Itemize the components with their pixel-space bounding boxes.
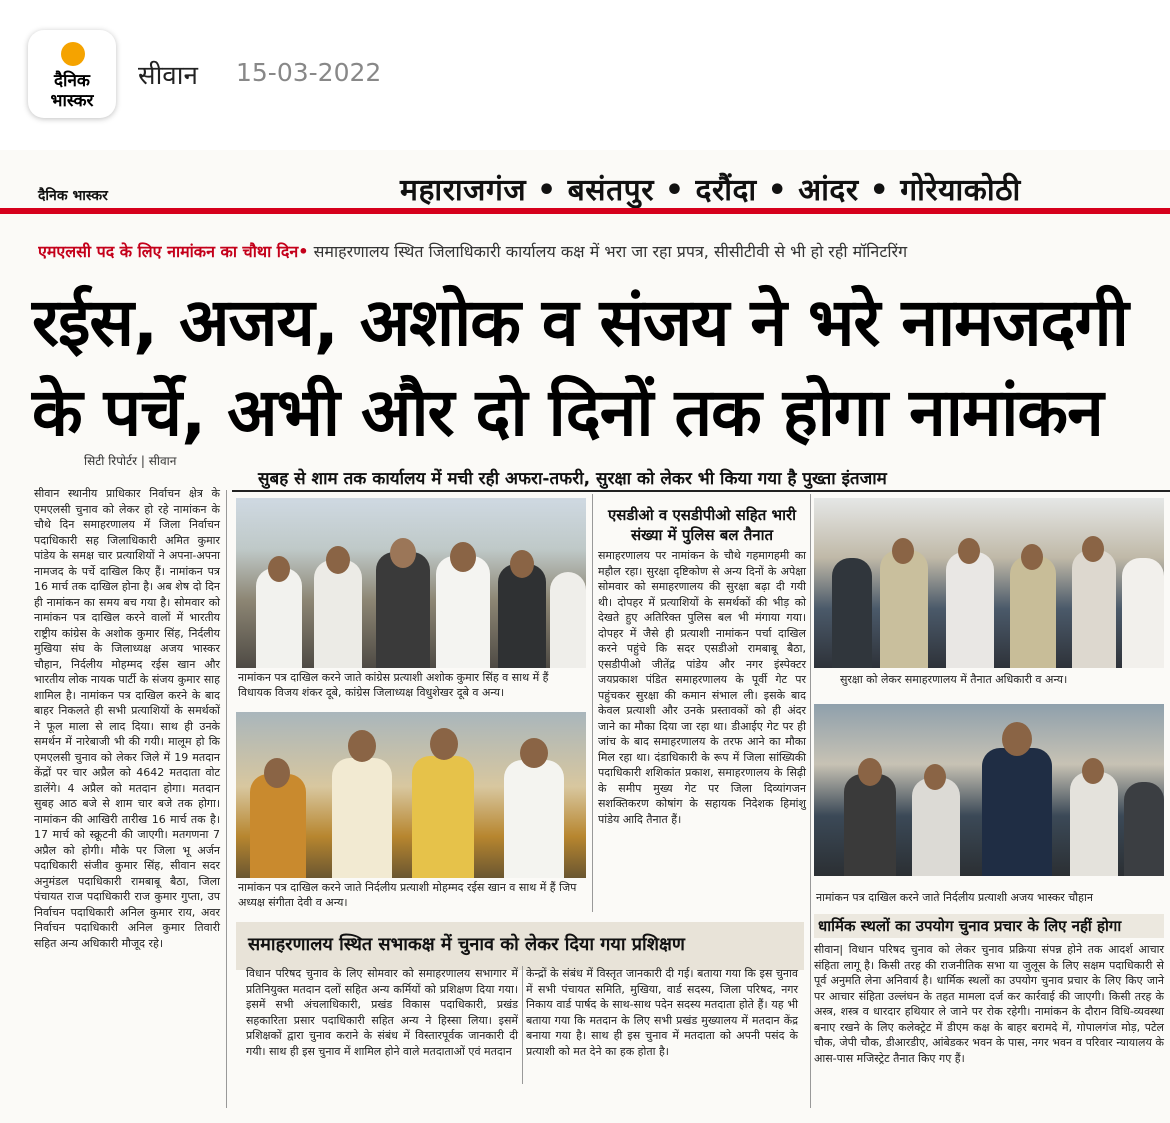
story-kicker: [38, 240, 1170, 262]
kicker-text: समाहरणालय स्थित जिलाधिकारी कार्यालय कक्ष में भरा जा रहा प्रपत्र, सीसीटीवी से भी हो रही मॉनिटरिंग: [308, 242, 908, 261]
main-headline: [32, 278, 1170, 458]
subheadline: सुबह से शाम तक कार्यालय में मची रही अफरा-तफरी, सुरक्षा को लेकर भी किया गया है पुख्ता इंतजाम: [258, 469, 887, 489]
photo-independent-candidate-ajay[interactable]: [814, 704, 1164, 876]
column-rule-top: [232, 490, 1170, 492]
column-rule-3: [810, 494, 811, 1110]
training-story-col-1: विधान परिषद चुनाव के लिए सोमवार को समाहरणालय सभागार में प्रतिनियुक्त मतदान दलों सहित अन्य कर्मियों को प्रशिक्षण दिया गया। इसमें सभी अंचलाधिकारी, प्रखंड विकास पदाधिकारी, प्रखंड सहकारिता प्रसार पदाधिकारी सहित अन्य ने हिस्सा लिया। इसमें प्रशिक्षकों द्वारा चुनाव कराने के संबंध में विस्तारपूर्वक जानकारी दी गयी। साथ ही इस चुनाव में शामिल होने वाले मतदाताओं एवं मतदान: [246, 967, 518, 1058]
photo-independent-candidate-raees[interactable]: [236, 712, 586, 878]
photo-caption-3: सुरक्षा को लेकर समाहरणालय में तैनात अधिकारी व अन्य।: [840, 673, 1068, 686]
training-story-col-2: केन्द्रों के संबंध में विस्तृत जानकारी दी गई। बताया गया कि इस चुनाव में सभी पंचायत समिति, मुखिया, वार्ड सदस्य, जिला परिषद, नगर निकाय वार्ड पार्षद के साथ-साथ पदेन सदस्य मतदाता होते हैं। यह भी बताया गया कि मतदान के लिए सभी प्रखंड मुख्यालय में मतदान केंद्र बनाया गया है। साथ ही इस चुनाव में मतदाता को अपनी पसंद के प्रत्याशी को मत देने का हक होता है।: [526, 967, 798, 1058]
photo-caption-1: नामांकन पत्र दाखिल करने जाते कांग्रेस प्रत्याशी अशोक कुमार सिंह व साथ में हैं विधायक विजय शंकर दूबे, कांग्रेस जिलाध्यक्ष विधुशेखर दूबे व अन्य।: [238, 671, 549, 699]
photo-caption-2: नामांकन पत्र दाखिल करने जाते निर्दलीय प्रत्याशी मोहम्मद रईस खान व साथ में हैं जिप अध्यक्ष संगीता देवी व अन्य।: [238, 881, 577, 909]
religious-story-text: सीवान| विधान परिषद चुनाव को लेकर चुनाव प्रक्रिया संपन्न होने तक आदर्श आचार संहिता लागू है। किसी तरह की राजनीतिक सभा या जुलूस के लिए सक्षम पदाधिकारी से पूर्व अनुमति लेना अनिवार्य है। धार्मिक स्थलों का उपयोग चुनाव प्रचार के लिए किए जाने पर आचार संहिता उल्लंघन के तहत मामला दर्ज कर कार्रवाई की जाएगी। किसी तरह के अस्त्र, शस्त्र व धारदार हथियार ले जाने पर रोक रहेगी। नामांकन के दौरान विधि-व्यवस्था बनाए रखने के लिए कलेक्ट्रेट में डीएम कक्ष के बाहर बरामदे में, गोपालगंज मोड़, पटेल चौक, जेपी चौक, डीआरडीए, आंबेडकर भवन के पास, नगर भवन व परिवार न्यायालय के आस-पास मजिस्ट्रेट तैनात किए गए हैं।: [814, 943, 1164, 1065]
religious-story-title: धार्मिक स्थलों का उपयोग चुनाव प्रचार के लिए नहीं होगा: [818, 917, 1122, 935]
headline-line-1: रईस, अजय, अशोक व संजय ने भरे नामजदगी: [32, 284, 1128, 361]
page-locations: महाराजगंज • बसंतपुर • दरौंदा • आंदर • गोरेयाकोठी: [400, 173, 1021, 208]
column-rule-1: [226, 490, 227, 1110]
logo-text-line1: दैनिक: [54, 71, 90, 91]
column-rule-2: [592, 494, 593, 912]
photo-security-officials[interactable]: [814, 498, 1164, 668]
paper-masthead: दैनिक भास्कर: [38, 188, 108, 204]
training-column-rule: [522, 966, 523, 1084]
page-bottom-edge: [0, 1108, 1170, 1123]
photo-congress-candidate[interactable]: [236, 498, 586, 668]
edition-city[interactable]: सीवान: [138, 61, 198, 91]
sun-icon: [61, 42, 85, 66]
app-header: [0, 0, 1170, 150]
dainik-bhaskar-logo[interactable]: [28, 30, 116, 118]
training-story-title: समाहरणालय स्थित सभाकक्ष में चुनाव को लेकर दिया गया प्रशिक्षण: [248, 934, 685, 955]
photo-caption-4: नामांकन पत्र दाखिल करने जाते निर्दलीय प्रत्याशी अजय भास्कर चौहान: [816, 891, 1093, 904]
security-story-text: समाहरणालय पर नामांकन के चौथे गहमागहमी का महौल रहा। सुरक्षा दृष्टिकोण से अन्य दिनों के अपेक्षा सोमवार को समाहरणालय की सुरक्षा बढ़ा दी गयी थी। दोपहर में प्रत्याशियों के समर्थकों की भीड़ को देखते हुए अतिरिक्त पुलिस बल भी मंगाया गया। दोपहर में जैसे ही प्रत्याशी नामांकन पर्चा दाखिल करने पहुंचे कि सदर एसडीओ रामबाबू बैठा, एसडीपीओ जीतेंद्र पांडेय और नगर इंस्पेक्टर जयप्रकाश पंडित समाहरणालय के पूर्वी गेट पर पहुंचकर सुरक्षा की कमान संभाल ली। इसके बाद केवल प्रत्याशी और उनके प्रस्तावकों को ही अंदर जाने का मौका दिया जा रहा था। डीआईए गेट पर ही जांच के बाद समाहरणालय के तरफ आने का मौका मिल रहा था। दंडाधिकारी के रूप में जिला सांख्यिकी पदाधिकारी शशिकांत प्रकाश, समाहरणालय के सिढ़ी के समीप मुख्य गेट पर जिला दिव्यांगजन सशक्तिकरण कोषांग के सहायक निदेशक हिमांशु पांडेय आदि तैनात हैं।: [598, 549, 806, 826]
red-divider: [0, 208, 1170, 214]
headline-line-2: के पर्चे, अभी और दो दिनों तक होगा नामांकन: [32, 374, 1103, 451]
kicker-highlight: एमएलसी पद के लिए नामांकन का चौथा दिन•: [38, 242, 309, 261]
byline: सिटी रिपोर्टर | सीवान: [84, 454, 177, 468]
main-story-text: सीवान स्थानीय प्राधिकार निर्वाचन क्षेत्र के एमएलसी चुनाव को लेकर हो रहे नामांकन के चौथे दिन समाहरणालय में जिला निर्वाचन पदाधिकारी सह जिलाधिकारी अमित कुमार पांडेय के समक्ष चार प्रत्याशियों ने अपना-अपना नामजद के पर्चे दाखिल किए हैं। नामांकन पत्र 16 मार्च तक दाखिल होना है। अब शेष दो दिन ही नामांकन का समय बच गया है। सोमवार को नामांकन पत्र दाखिल करने वालों में भारतीय राष्ट्रीय कांग्रेस के अशोक कुमार सिंह, निर्दलीय मुखिया संघ के जिलाध्यक्ष अजय भास्कर चौहान, निर्दलीय मोहम्मद रईस खान और भारतीय लोक नायक पार्टी के संजय कुमार साह शामिल है। नामांकन पत्र दाखिल करने के बाद बाहर निकलते ही सभी प्रत्याशियों के समर्थकों ने फूल माला से लाद दिया। साथ ही उनके समर्थन में नारेबाजी भी की गयी। मालूम हो कि एमएलसी चुनाव को लेकर जिले में 19 मतदान केंद्रों पर चार अप्रैल को 4642 मतदाता वोट डालेंगे। 4 अप्रैल को मतदान होगा। मतदान सुबह आठ बजे से शाम चार बजे तक होगा। नामांकन की आखिरी तारीख 16 मार्च तक है। 17 मार्च को स्क्रूटनी की जाएगी। मतगणना 7 अप्रैल को होगी। मौके पर जिला भू अर्जन पदाधिकारी संजीव कुमार सिंह, सीवान सदर अनुमंडल पदाधिकारी रामबाबू बैठा, जिला पंचायत राज पदाधिकारी राज कुमार गुप्ता, उप निर्वाचन पदाधिकारी अनिल कुमार राय, अवर निर्वाचन पदाधिकारी अनिल कुमार तिवारी सहित अन्य अधिकारी मौजूद रहे।: [34, 487, 220, 950]
edition-date[interactable]: 15-03-2022: [236, 58, 382, 87]
security-story-title: एसडीओ व एसडीपीओ सहित भारी संख्या में पुलिस बल तैनात: [607, 506, 796, 544]
logo-text-line2: भास्कर: [50, 91, 94, 111]
